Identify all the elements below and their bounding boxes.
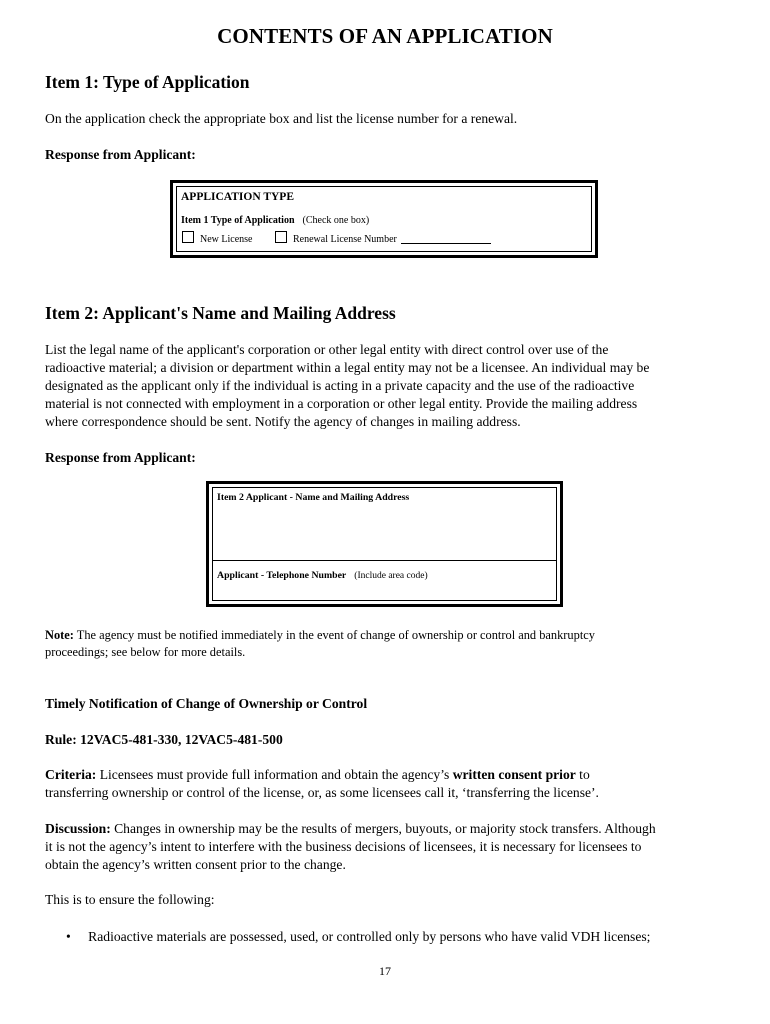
criteria-line-1 <box>45 766 590 784</box>
item1-type-row <box>181 210 369 228</box>
item2-line-4: material is not connected with employment in a corporation or other legal entity. Provide the mailing address <box>45 396 638 411</box>
applicant-name-label: Item 2 Applicant - Name and Mailing Address <box>217 492 410 503</box>
item2-line-1: List the legal name of the applicant's corporation or other legal entity with direct control over use of the <box>45 342 609 357</box>
bullet-text: Radioactive materials are possessed, used, or controlled only by persons who have valid VDH licenses; <box>88 929 651 944</box>
criteria-text-2: to <box>575 767 590 782</box>
item1-type-note: (Check one box) <box>302 215 370 226</box>
timely-heading: Timely Notification of Change of Ownership or Control <box>45 696 368 711</box>
applicant-phone-note: (Include area code) <box>354 571 428 581</box>
item2-heading: Item 2: Applicant's Name and Mailing Address <box>45 303 396 323</box>
item2-response-label: Response from Applicant: <box>45 450 196 465</box>
item1-type-label: Item 1 Type of Application <box>181 215 295 226</box>
note-label: Note: <box>45 628 74 642</box>
page-title: CONTENTS OF AN APPLICATION <box>217 24 553 48</box>
discussion-label: Discussion: <box>45 821 111 836</box>
item1-response-label: Response from Applicant: <box>45 147 196 162</box>
rule-line: Rule: 12VAC5-481-330, 12VAC5-481-500 <box>45 732 283 747</box>
discussion-line-3: obtain the agency’s written consent prior to the change. <box>45 857 346 872</box>
new-license-option[interactable] <box>182 231 252 245</box>
renewal-license-number-field[interactable] <box>401 232 491 244</box>
criteria-emphasis: written consent prior <box>452 767 576 782</box>
new-license-checkbox[interactable] <box>182 231 194 243</box>
box-divider <box>213 560 556 561</box>
page-number: 17 <box>379 964 391 978</box>
renewal-license-option[interactable] <box>275 231 491 245</box>
item2-line-2: radioactive material; a division or department within a legal entity may not be a licensee. An individual may be <box>45 360 650 375</box>
ensure-line: This is to ensure the following: <box>45 892 215 907</box>
renewal-license-label: Renewal License Number <box>293 234 397 245</box>
applicant-info-box-inner <box>212 487 557 601</box>
application-type-box <box>170 180 598 258</box>
note-line-2: proceedings; see below for more details. <box>45 645 246 659</box>
criteria-line-2: transferring ownership or control of the license, or, as some licensees call it, ‘transferring the license’. <box>45 785 599 800</box>
item2-line-3: designated as the applicant only if the individual is acting in a private capacity and the use of the radioactive <box>45 378 635 393</box>
applicant-info-box <box>206 481 563 607</box>
renewal-license-checkbox[interactable] <box>275 231 287 243</box>
item1-instruction: On the application check the appropriate box and list the license number for a renewal. <box>45 111 518 126</box>
note-line-1 <box>45 626 595 644</box>
criteria-text-1: Licensees must provide full information and obtain the agency’s <box>96 767 453 782</box>
new-license-label: New License <box>200 234 253 245</box>
discussion-line-2: it is not the agency’s intent to interfere with the business decisions of licensees, it is necessary for licensees to <box>45 839 642 854</box>
applicant-phone-label: Applicant - Telephone Number <box>217 570 347 581</box>
item2-line-5: where correspondence should be sent. Notify the agency of changes in mailing address. <box>45 414 521 429</box>
discussion-line-1 <box>45 820 656 838</box>
applicant-phone-row <box>217 565 428 583</box>
application-type-title: APPLICATION TYPE <box>181 191 294 203</box>
application-type-box-inner <box>176 186 592 252</box>
note-text-1: The agency must be notified immediately in the event of change of ownership or control and bankruptcy <box>73 628 595 642</box>
discussion-text-1: Changes in ownership may be the results of mergers, buyouts, or majority stock transfers. Although <box>110 821 656 836</box>
bullet-icon: • <box>66 929 71 944</box>
criteria-label: Criteria: <box>45 767 97 782</box>
bullet-item <box>66 929 650 945</box>
item1-heading: Item 1: Type of Application <box>45 72 250 92</box>
